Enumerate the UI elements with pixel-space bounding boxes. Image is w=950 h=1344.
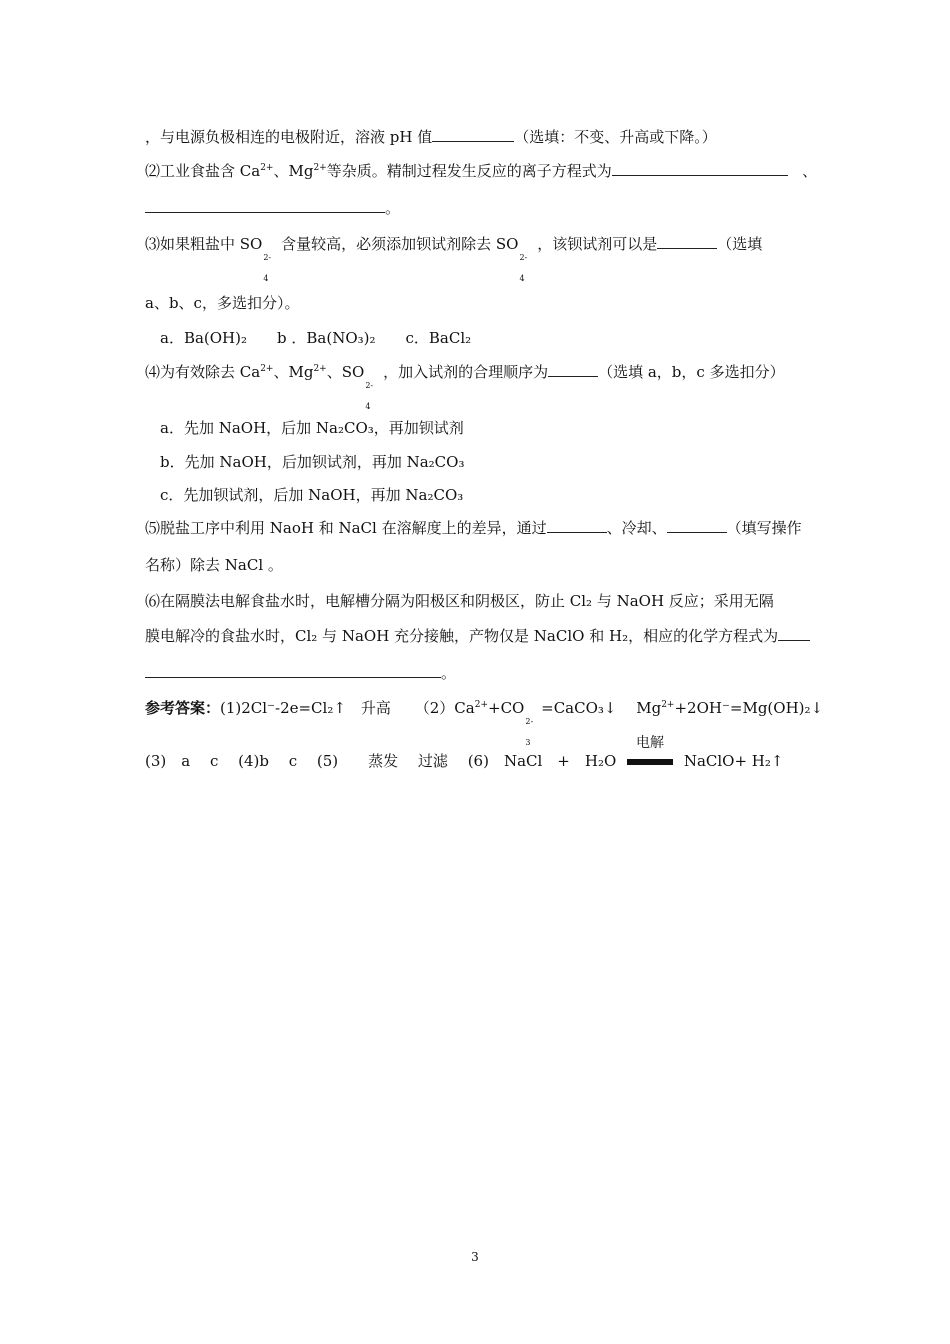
q4-text-4: ，加入试剂的合理顺序为 xyxy=(378,363,549,381)
q1-text-1: ，与电源负极相连的电极附近，溶液 pH 值 xyxy=(145,128,433,146)
so4-charge: 2- xyxy=(263,253,272,262)
so4-charge: 2- xyxy=(519,253,528,262)
q4-text-2: 、Mg xyxy=(273,363,314,381)
q2-answer-blank-2[interactable] xyxy=(145,198,385,213)
ca-charge: 2+ xyxy=(260,364,274,374)
q6-text-1: ⑹在隔膜法电解食盐水时，电解槽分隔为阳极区和阴极区，防止 Cl₂ 与 NaOH 反应；采用无隔 xyxy=(145,592,774,610)
q4-option-c xyxy=(160,485,463,505)
electrolysis-bar xyxy=(627,735,673,765)
q4-line-1 xyxy=(145,362,785,411)
q2-line-1 xyxy=(145,161,817,181)
answer-line-2-post: NaClO+ H₂↑ xyxy=(683,752,784,770)
q6-answer-blank-2[interactable] xyxy=(145,663,441,678)
ca-charge: 2+ xyxy=(260,163,274,173)
mg-charge: 2+ xyxy=(313,163,327,173)
page-number: 3 xyxy=(471,1250,479,1264)
q5-text-2: 、冷却、 xyxy=(606,519,667,537)
answer-line-2 xyxy=(145,735,784,771)
mg-charge: 2+ xyxy=(313,364,327,374)
answer-1: (1)2Cl⁻-2e=Cl₂↑ 升高 xyxy=(220,699,391,717)
so4-index: 4 xyxy=(365,402,371,411)
q3-line-2 xyxy=(145,293,299,313)
answer-label: 参考答案： xyxy=(145,699,221,717)
q5-answer-blank-2[interactable] xyxy=(667,518,727,533)
q6-line-3 xyxy=(145,663,456,683)
q1-line xyxy=(145,127,717,147)
q1-answer-blank[interactable] xyxy=(432,127,514,142)
answer-2-post: =CaCO₃↓ Mg xyxy=(536,699,662,717)
q4-option-b-text: b．先加 NaOH，后加钡试剂，再加 Na₂CO₃ xyxy=(160,453,465,471)
so4-index: 4 xyxy=(263,274,269,283)
q3-text-4: （选填 xyxy=(717,235,763,253)
q2-text-2: 、Mg xyxy=(273,162,314,180)
q5-text-4: 名称）除去 NaCl 。 xyxy=(145,556,283,574)
q2-line-2 xyxy=(145,198,400,218)
q4-option-b xyxy=(160,452,464,472)
q2-text-3: 等杂质。精制过程发生反应的离子方程式为 xyxy=(326,162,612,180)
q3-text-2: 含量较高，必须添加钡试剂除去 SO xyxy=(276,235,519,253)
mg-charge: 2+ xyxy=(661,700,675,710)
answer-2-mid: +CO xyxy=(488,699,525,717)
q6-answer-blank-1[interactable] xyxy=(778,626,810,641)
q3-options xyxy=(160,328,471,348)
q3-text-1: ⑶如果粗盐中 SO xyxy=(145,235,263,253)
co3-index: 3 xyxy=(525,738,531,747)
electrolysis-condition: 电解 xyxy=(636,735,665,751)
q3-text-5: a、b、c，多选扣分）。 xyxy=(145,294,300,312)
q6-line-2 xyxy=(145,626,810,646)
q4-answer-blank[interactable] xyxy=(548,362,598,377)
q4-text-3: 、SO xyxy=(326,363,365,381)
answer-2-pre: （2）Ca xyxy=(414,699,475,717)
q4-text-1: ⑷为有效除去 Ca xyxy=(145,363,261,381)
answer-2-end: +2OH⁻=Mg(OH)₂↓ xyxy=(674,699,824,717)
answer-line-2-pre: (3) a c (4)b c (5) 蒸发 过滤 (6) NaCl + H₂O xyxy=(145,752,617,770)
q5-text-3: （填写操作 xyxy=(726,519,802,537)
q3-line-1 xyxy=(145,234,763,283)
q3-text-3: ，该钡试剂可以是 xyxy=(532,235,658,253)
q5-answer-blank-1[interactable] xyxy=(547,518,607,533)
q6-text-2: 膜电解冷的食盐水时，Cl₂ 与 NaOH 充分接触，产物仅是 NaClO 和 H₂，相应的化学方程式为 xyxy=(145,627,779,645)
q6-end: 。 xyxy=(441,664,457,682)
q5-line-2 xyxy=(145,555,283,575)
ca-charge: 2+ xyxy=(474,700,489,710)
q4-text-5: （选填 a，b，c 多选扣分） xyxy=(598,363,785,381)
q6-line-1 xyxy=(145,591,774,611)
co3-charge: 2- xyxy=(525,717,534,726)
q1-text-2: （选填：不变、升高或下降。） xyxy=(514,128,717,146)
q2-end: 。 xyxy=(385,199,401,217)
q2-separator: 、 xyxy=(802,162,818,180)
q2-text-1: ⑵工业食盐含 Ca xyxy=(145,162,261,180)
q4-option-a xyxy=(160,418,464,438)
q3-options-text: a．Ba(OH)₂ b ．Ba(NO₃)₂ c．BaCl₂ xyxy=(160,329,472,347)
so4-index: 4 xyxy=(519,274,525,283)
q5-line-1 xyxy=(145,518,802,538)
so4-charge: 2- xyxy=(365,381,374,390)
q2-answer-blank-1[interactable] xyxy=(612,161,788,176)
q4-option-c-text: c．先加钡试剂，后加 NaOH，再加 Na₂CO₃ xyxy=(160,486,464,504)
q3-answer-blank[interactable] xyxy=(657,234,717,249)
q4-option-a-text: a．先加 NaOH，后加 Na₂CO₃，再加钡试剂 xyxy=(160,419,464,437)
q5-text-1: ⑸脱盐工序中利用 NaoH 和 NaCl 在溶解度上的差异，通过 xyxy=(145,519,547,537)
